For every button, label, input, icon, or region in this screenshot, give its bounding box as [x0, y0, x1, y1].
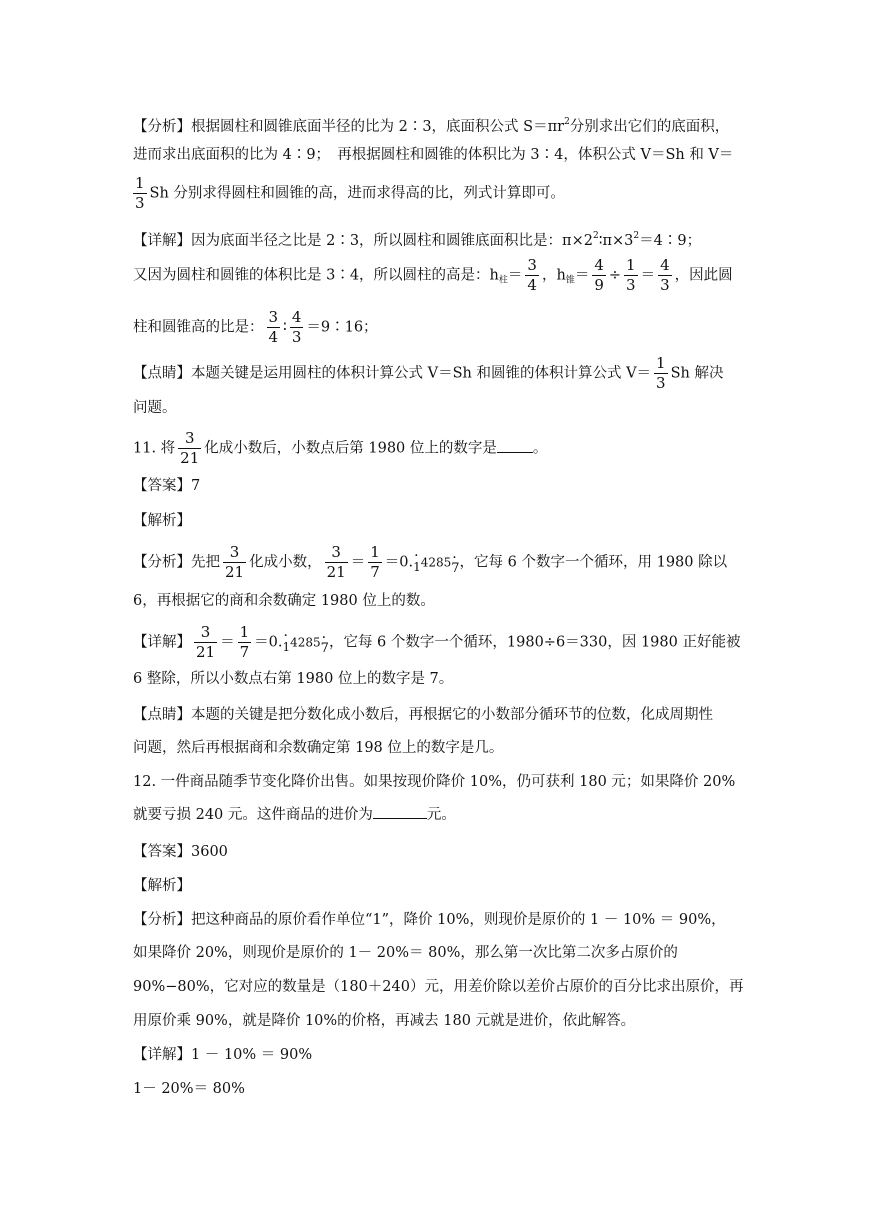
text: Sh 分别求得圆柱和圆锥的高，进而求得高的比，列式计算即可。: [149, 185, 565, 202]
subscript: 锥: [565, 275, 575, 286]
text: ＝: [640, 267, 656, 284]
subscript: 柱: [498, 275, 508, 286]
q12-explain-heading: 【解析】: [133, 878, 191, 894]
text: ，h: [541, 267, 566, 284]
repeating-digit: · 7: [451, 559, 459, 579]
denominator: 7: [239, 643, 250, 661]
text: 分别求出它们的底面积，: [569, 119, 730, 135]
q10-detail-line2: [133, 258, 733, 293]
q12-question-line1: 12. 一件商品随季节变化降价出售。如果按现价降价 10%，仍可获利 180 元；如果降价 20%: [133, 774, 736, 790]
answer-blank: [373, 806, 427, 819]
fraction: [368, 545, 382, 580]
q12-analysis-line4: 用原价乘 90%，就是降价 10%的价格，再减去 180 元就是进价，依此解答。: [133, 1013, 636, 1029]
q11-detail-line2: 6 整除，所以小数点右第 1980 位上的数字是 7。: [133, 671, 454, 687]
denominator: 21: [225, 563, 245, 581]
text: Sh 解决: [670, 365, 724, 382]
text: ，它每 6 个数字一个循环，1980÷6＝330，因 1980 正好能被: [328, 634, 741, 651]
q10-detail-line1: [133, 226, 701, 251]
text: ＝0.: [384, 554, 414, 571]
q11-explain-heading: 【解析】: [133, 513, 191, 529]
fraction: [223, 545, 246, 580]
numerator: 3: [527, 256, 537, 274]
text: 4285: [290, 635, 321, 650]
numerator: 4: [660, 256, 670, 274]
q10-analysis-line3: [133, 176, 565, 211]
text: ＝: [350, 554, 366, 571]
fraction: [525, 258, 539, 293]
q11-point-line1: 【点睛】本题的关键是把分数化成小数后，再根据它的小数部分循环节的位数，化成周期性: [133, 707, 713, 723]
denominator: 7: [370, 563, 380, 581]
text: 【分析】根据圆柱和圆锥底面半径的比为 2∶3，底面积公式 S＝πr: [133, 119, 565, 135]
fraction: [592, 258, 606, 293]
numerator: 1: [370, 543, 380, 561]
q12-detail-line1: 【详解】1 － 10% ＝ 90%: [133, 1047, 313, 1063]
denominator: 4: [268, 328, 279, 346]
q12-analysis-line1: 【分析】把这种商品的原价看作单位“1”，降价 10%，则现价是原价的 1 － 10% ＝ 90%，: [133, 912, 726, 928]
numerator: 4: [594, 256, 604, 274]
text: 【点睛】本题关键是运用圆柱的体积计算公式 V＝Sh 和圆锥的体积计算公式 V＝: [133, 365, 652, 382]
fraction: [194, 625, 217, 660]
text: ＝: [220, 634, 235, 651]
denominator: 4: [527, 276, 537, 294]
q10-analysis-line1: [133, 112, 729, 137]
fraction: [658, 258, 672, 293]
denominator: 3: [291, 328, 302, 346]
text: 【详解】因为底面半径之比是 2∶3，所以圆柱和圆锥底面积比是：π×2: [133, 233, 593, 249]
repeating-digit: · 1: [413, 557, 421, 577]
text: 元。: [426, 807, 456, 823]
denominator: 3: [660, 276, 670, 294]
numerator: 3: [268, 308, 279, 326]
denominator: 21: [180, 449, 200, 467]
fraction: [133, 176, 147, 211]
text: 【分析】先把: [133, 554, 220, 571]
fraction: [178, 431, 201, 466]
fraction: [654, 356, 668, 391]
q12-answer: 【答案】3600: [133, 844, 228, 860]
superscript: 2: [592, 231, 599, 241]
text: 4285: [420, 555, 452, 570]
text: ＝9∶16；: [306, 319, 378, 336]
q11-analysis-line2: 6，再根据它的商和余数确定 1980 位上的数。: [133, 593, 435, 609]
denominator: 21: [196, 643, 216, 661]
numerator: 3: [178, 431, 201, 449]
denominator: 3: [135, 194, 145, 212]
fraction: [290, 310, 304, 345]
text: 【详解】: [133, 634, 191, 651]
q10-analysis-line2: 进而求出底面积的比为 4∶9； 再根据圆柱和圆锥的体积比为 3∶4，体积公式 V＝Sh 和 V＝: [133, 147, 734, 163]
text: 化成小数，: [249, 554, 322, 571]
q11-detail-line1: [133, 625, 740, 660]
denominator: 9: [594, 276, 604, 294]
repeating-digit: · 1: [282, 637, 290, 657]
text: ＝: [574, 267, 590, 284]
numerator: 1: [239, 623, 250, 641]
q11-analysis-line1: [133, 545, 727, 580]
q12-analysis-line3: 90%−80%，它对应的数量是（180＋240）元，用差价除以差价占原价的百分比求出原价，再: [133, 979, 744, 995]
repeating-digit: · 7: [321, 639, 329, 659]
numerator: 1: [135, 174, 145, 192]
denominator: 3: [626, 276, 636, 294]
numerator: 3: [223, 545, 246, 563]
text: ＝0.: [254, 634, 283, 651]
numerator: 3: [194, 625, 217, 643]
text: 化成小数后，小数点后第 1980 位上的数字是: [204, 440, 497, 457]
text: ＝4∶9；: [639, 233, 702, 249]
fraction: [267, 310, 281, 345]
q11-point-line2: 问题，然后再根据商和余数确定第 198 位上的数字是几。: [133, 740, 504, 756]
text: 。: [532, 440, 548, 457]
q10-point-line1: [133, 356, 723, 391]
text: ，它每 6 个数字一个循环，用 1980 除以: [459, 554, 728, 571]
superscript: 2: [633, 231, 640, 241]
denominator: 3: [656, 374, 666, 392]
q12-question-line2: [133, 805, 456, 825]
numerator: 1: [656, 354, 666, 372]
text: 就要亏损 240 元。这件商品的进价为: [133, 807, 373, 823]
answer-blank: [497, 440, 533, 453]
q12-detail-line2: 1－ 20%＝ 80%: [133, 1081, 245, 1097]
text: 柱和圆锥高的比是：: [133, 319, 264, 336]
fraction: [238, 625, 252, 660]
q11-answer: 【答案】7: [133, 478, 201, 494]
numerator: 1: [626, 256, 636, 274]
denominator: 21: [326, 563, 346, 581]
fraction: [624, 258, 638, 293]
q11-question: [133, 431, 547, 466]
numerator: 3: [325, 545, 348, 563]
text: ∶π×3: [598, 233, 634, 249]
q10-point-line2: 问题。: [133, 400, 177, 416]
numerator: 4: [291, 308, 302, 326]
fraction: [325, 545, 348, 580]
q10-detail-line3: [133, 310, 378, 345]
text: ∶: [283, 319, 287, 336]
text: 11. 将: [133, 440, 176, 457]
text: ＝: [507, 267, 523, 284]
q12-analysis-line2: 如果降价 20%，则现价是原价的 1－ 20%＝ 80%，那么第一次比第二次多占原价的: [133, 945, 678, 961]
text: ，因此圆: [674, 267, 733, 284]
text: 又因为圆柱和圆锥的体积比是 3∶4，所以圆柱的高是：h: [133, 267, 499, 284]
superscript: 2: [564, 117, 570, 127]
text: ÷: [608, 267, 622, 284]
